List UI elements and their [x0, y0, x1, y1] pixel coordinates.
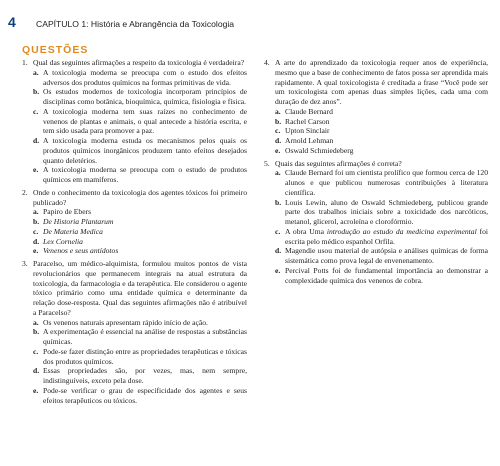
- option-text: A toxicologia moderna se preocupa com o estudo dos efeitos adversos dos produtos químicos na formas primitivas de vida.: [43, 67, 247, 87]
- chapter-title: CAPÍTULO 1: História e Abrangência da Toxicologia: [36, 19, 235, 29]
- option-text: Magendie usou material de autópsia e análises químicas de forma sistemática como prova legal de envenenamento.: [285, 246, 488, 265]
- option-e: [33, 246, 247, 256]
- option-letter: c.: [275, 226, 281, 236]
- option-text: Oswald Schmiedeberg: [285, 145, 354, 155]
- question-stem: Qual das seguintes afirmações a respeito da toxicologia é verdadeira?: [33, 58, 245, 67]
- option-d: [33, 136, 247, 165]
- option-letter: b.: [275, 116, 282, 126]
- option-c: [33, 347, 247, 367]
- question-stem: Paracelso, um médico-alquimista, formulou muitos pontos de vista revolucionários que permanecem integrais na atual estrutura da toxicologia, da farmacologia e da terapêutica. Ele considerou o agente tóxico primário como uma entidade química e determinante da relação dose-resposta. Qual das seguintes afirmações não é atribuível a Paracelso?: [33, 259, 247, 317]
- question-2: [22, 188, 247, 256]
- question-5: [264, 159, 488, 286]
- option-letter: d.: [33, 236, 40, 246]
- question-4: [264, 58, 488, 156]
- option-letter: b.: [33, 87, 40, 97]
- option-d: [33, 237, 247, 247]
- option-text: De Historia Plantarum: [43, 217, 114, 226]
- option-text: Pode-se fazer distinção entre as propriedades terapêuticas e tóxicas dos produtos químicos.: [43, 346, 247, 366]
- option-letter: c.: [33, 106, 39, 116]
- option-c: [275, 227, 488, 247]
- option-c: [33, 227, 247, 237]
- option-text: Essas propriedades são, por vezes, mas, nem sempre, indistinguíveis, exceto pela dose.: [43, 366, 247, 385]
- option-letter: e.: [275, 145, 281, 155]
- option-text: A toxicologia moderna tem suas raízes no conhecimento de venenos de plantas e animais, o qual antecede a história escrita, e tem sido usada para promover a paz.: [43, 106, 247, 136]
- option-b: [275, 198, 488, 227]
- option-text: Claude Bernard foi um cientista prolífico que formou cerca de 120 alunos e que publicou numerosas contribuições à literatura científica.: [285, 168, 488, 197]
- option-text: A toxicologia moderna estuda os mecanismos pelos quais os produtos químicos inorgânicos produzem tanto efeitos desejados quanto deletérios.: [43, 136, 247, 165]
- option-letter: e.: [33, 165, 39, 175]
- option-text: Percival Potts foi de fundamental importância ao demonstrar a complexidade química dos venenos de cobra.: [285, 265, 488, 285]
- section-title: QUESTÕES: [22, 44, 89, 56]
- option-a: [33, 318, 247, 328]
- option-text-pre: A obra Uma: [285, 226, 327, 236]
- option-letter: b.: [33, 217, 40, 226]
- question-number: 2.: [22, 187, 28, 197]
- option-letter: d.: [275, 246, 282, 256]
- option-d: [275, 136, 488, 146]
- question-number: 5.: [264, 158, 270, 168]
- option-e: [275, 146, 488, 156]
- question-stem: Onde o conhecimento da toxicologia dos agentes tóxicos foi primeiro publicado?: [33, 187, 247, 207]
- page-header: [8, 14, 234, 32]
- question-stem: Quais das seguintes afirmações é correta?: [275, 158, 402, 168]
- option-a: [33, 68, 247, 88]
- question-number: 3.: [22, 259, 28, 268]
- option-letter: b.: [33, 327, 40, 337]
- option-a: [33, 207, 247, 217]
- question-3: [22, 259, 247, 405]
- question-number: 1.: [22, 58, 28, 67]
- option-letter: a.: [33, 317, 39, 327]
- option-text-italic: introdução ao estudo da medicina experimental: [326, 226, 477, 236]
- page-number: 4: [8, 14, 16, 30]
- option-b: [33, 217, 247, 227]
- option-b: [33, 87, 247, 107]
- question-number: 4.: [264, 58, 270, 67]
- option-e: [33, 386, 247, 406]
- option-text: Os estudos modernos de toxicologia incorporam princípios de disciplinas como botânica, bioquímica, química, fisiologia e física.: [43, 87, 247, 106]
- option-letter: d.: [33, 136, 40, 145]
- option-text: Claude Bernard: [285, 106, 333, 116]
- option-letter: c.: [275, 126, 281, 136]
- option-b: [33, 327, 247, 347]
- option-e: [33, 165, 247, 185]
- option-a: [275, 107, 488, 117]
- right-column: [264, 58, 488, 288]
- option-letter: c.: [33, 226, 39, 236]
- option-letter: d.: [275, 136, 282, 145]
- option-letter: b.: [275, 197, 282, 207]
- option-text: Venenos e seus antídotos: [43, 246, 119, 256]
- option-text: Papiro de Ebers: [43, 207, 92, 217]
- option-e: [275, 266, 488, 286]
- option-text: Arnold Lehman: [285, 136, 334, 145]
- option-text: Lex Cornelia: [43, 236, 83, 246]
- option-text-post: foi escrita pelo médico espanhol Orfila.: [285, 226, 488, 246]
- option-letter: e.: [33, 246, 39, 256]
- option-text: A toxicologia moderna se preocupa com o estudo de produtos químicos em mamíferos.: [43, 165, 247, 184]
- option-c: [275, 126, 488, 136]
- option-letter: e.: [275, 265, 281, 275]
- option-c: [33, 107, 247, 136]
- option-text: A experimentação é essencial na análise de respostas a substâncias químicas.: [43, 327, 247, 346]
- option-text: Rachel Carson: [285, 116, 330, 126]
- option-text: De Materia Medica: [43, 226, 103, 236]
- option-text: Upton Sinclair: [285, 126, 330, 136]
- option-letter: a.: [275, 168, 281, 178]
- option-letter: a.: [275, 106, 281, 116]
- option-text: Pode-se verificar o grau de especificidade dos agentes e seus efeitos terapêuticos ou tóxicos.: [43, 385, 247, 405]
- option-letter: c.: [33, 346, 39, 356]
- option-d: [33, 366, 247, 386]
- option-text: Os venenos naturais apresentam rápido início de ação.: [43, 317, 208, 327]
- option-a: [275, 168, 488, 197]
- option-text: Louis Lewin, aluno de Oswald Schmiedeberg, publicou grande parte dos trabalhos iniciais sobre a toxicidade dos narcóticos, metanol, glicerol, acroleína e clorofórmio.: [285, 197, 488, 226]
- option-letter: a.: [33, 207, 39, 217]
- option-letter: e.: [33, 385, 39, 395]
- question-stem: A arte do aprendizado da toxicologia requer anos de experiência, mesmo que a base de conhecimento de fatos possa ser aprendida mais rapidamente. A qual toxicologista é creditada a frase “Você pode ser um toxicologista com apenas duas simples lições, cada uma com duração de dez anos”.: [275, 58, 488, 106]
- option-b: [275, 117, 488, 127]
- option-letter: d.: [33, 366, 40, 376]
- question-1: [22, 58, 247, 185]
- option-d: [275, 246, 488, 266]
- option-letter: a.: [33, 67, 39, 77]
- left-column: [22, 58, 247, 408]
